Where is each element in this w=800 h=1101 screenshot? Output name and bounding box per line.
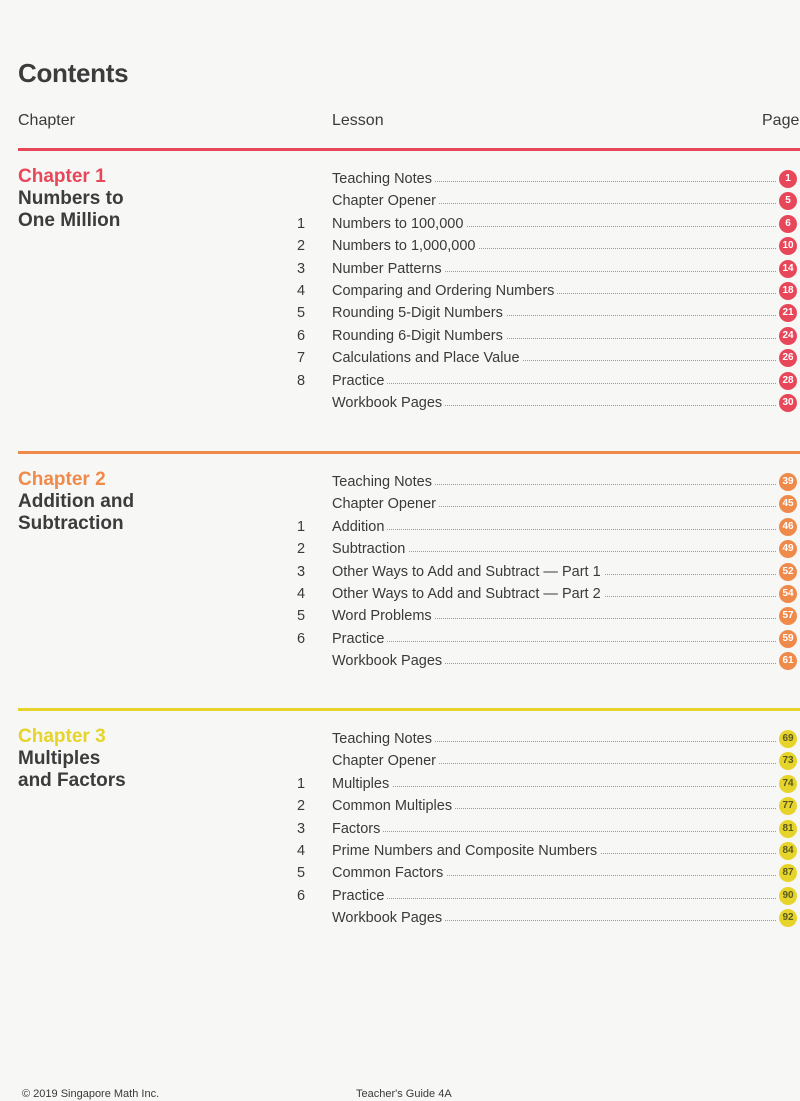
lesson-row[interactable] xyxy=(0,168,800,190)
lesson-number: 5 xyxy=(296,608,306,625)
chapter-number: Chapter 2 xyxy=(18,469,106,490)
lesson-name: Other Ways to Add and Subtract — Part 1 xyxy=(332,561,604,583)
lesson-name: Chapter Opener xyxy=(332,750,439,772)
page-number-badge: 46 xyxy=(779,518,797,536)
lesson-row[interactable] xyxy=(0,538,800,560)
lesson-row[interactable] xyxy=(0,258,800,280)
lesson-number: 4 xyxy=(296,843,306,859)
lesson-row[interactable] xyxy=(0,516,800,538)
page-number-badge: 77 xyxy=(779,797,797,815)
page-number-badge: 45 xyxy=(779,495,797,513)
lesson-number: 1 xyxy=(296,215,306,232)
lesson-name: Rounding 6-Digit Numbers xyxy=(332,325,506,347)
chapter-title-line: Subtraction xyxy=(18,513,124,534)
lesson-row[interactable] xyxy=(0,605,800,627)
lesson-row[interactable] xyxy=(0,235,800,257)
lesson-name: Workbook Pages xyxy=(332,392,445,414)
column-header-chapter: Chapter xyxy=(18,112,75,129)
lesson-row[interactable] xyxy=(0,818,800,840)
lesson-row[interactable] xyxy=(0,471,800,493)
lesson-name: Number Patterns xyxy=(332,258,445,280)
lesson-name: Teaching Notes xyxy=(332,168,435,190)
dot-leader xyxy=(332,898,776,899)
lesson-number: 5 xyxy=(296,865,306,882)
lesson-row[interactable] xyxy=(0,561,800,583)
lesson-number: 6 xyxy=(296,887,306,904)
lesson-number: 5 xyxy=(296,305,306,322)
page-number-badge: 18 xyxy=(779,282,797,300)
page-number-badge: 26 xyxy=(779,349,797,367)
page-number-badge: 5 xyxy=(779,192,797,210)
lesson-row[interactable] xyxy=(0,650,800,672)
page-number-badge: 59 xyxy=(779,630,797,648)
page-number-badge: 6 xyxy=(779,215,797,233)
lesson-row[interactable] xyxy=(0,885,800,907)
page-number-badge: 14 xyxy=(779,260,797,278)
lesson-number: 4 xyxy=(296,283,306,299)
dot-leader xyxy=(332,529,776,530)
lesson-number: 4 xyxy=(296,586,306,602)
page-number-badge: 21 xyxy=(779,304,797,322)
lesson-name: Common Factors xyxy=(332,862,446,884)
lesson-name: Numbers to 1,000,000 xyxy=(332,235,478,257)
lesson-row[interactable] xyxy=(0,628,800,650)
lesson-number: 6 xyxy=(296,327,306,344)
lesson-name: Teaching Notes xyxy=(332,728,435,750)
footer-copyright: © 2019 Singapore Math Inc. xyxy=(22,1088,160,1100)
lesson-row[interactable] xyxy=(0,773,800,795)
page-number-badge: 1 xyxy=(779,170,797,188)
page-number-badge: 57 xyxy=(779,607,797,625)
lesson-row[interactable] xyxy=(0,213,800,235)
chapter-title-line: Numbers to xyxy=(18,188,124,209)
lesson-name: Word Problems xyxy=(332,605,435,627)
footer-guide-title: Teacher's Guide 4A xyxy=(356,1088,452,1100)
page-number-badge: 69 xyxy=(779,730,797,748)
lesson-row[interactable] xyxy=(0,370,800,392)
page-number-badge: 61 xyxy=(779,652,797,670)
lesson-number: 2 xyxy=(296,238,306,255)
lesson-name: Factors xyxy=(332,818,383,840)
chapter-title-line: One Million xyxy=(18,210,121,231)
lesson-name: Calculations and Place Value xyxy=(332,347,523,369)
lesson-name: Common Multiples xyxy=(332,795,455,817)
lesson-row[interactable] xyxy=(0,392,800,414)
chapter-number: Chapter 3 xyxy=(18,726,106,747)
dot-leader xyxy=(332,831,776,832)
lesson-number: 3 xyxy=(296,820,306,837)
page-number-badge: 54 xyxy=(779,585,797,603)
page-number-badge: 90 xyxy=(779,887,797,905)
lesson-row[interactable] xyxy=(0,840,800,862)
lesson-number: 2 xyxy=(296,541,306,558)
lesson-name: Comparing and Ordering Numbers xyxy=(332,280,557,302)
column-header-lesson: Lesson xyxy=(332,112,384,129)
page-number-badge: 28 xyxy=(779,372,797,390)
lesson-name: Addition xyxy=(332,516,387,538)
lesson-name: Practice xyxy=(332,370,387,392)
page-number-badge: 84 xyxy=(779,842,797,860)
lesson-name: Workbook Pages xyxy=(332,907,445,929)
lesson-name: Chapter Opener xyxy=(332,190,439,212)
lesson-number: 7 xyxy=(296,350,306,367)
lesson-number: 1 xyxy=(296,775,306,792)
lesson-row[interactable] xyxy=(0,862,800,884)
lesson-number: 2 xyxy=(296,798,306,815)
page-number-badge: 92 xyxy=(779,909,797,927)
lesson-row[interactable] xyxy=(0,795,800,817)
lesson-name: Workbook Pages xyxy=(332,650,445,672)
chapter-title-line: Addition and xyxy=(18,491,135,512)
lesson-name: Chapter Opener xyxy=(332,493,439,515)
chapter-title-line: and Factors xyxy=(18,770,126,791)
lesson-row[interactable] xyxy=(0,325,800,347)
dot-leader xyxy=(332,786,776,787)
lesson-name: Practice xyxy=(332,628,387,650)
lesson-name: Rounding 5-Digit Numbers xyxy=(332,302,506,324)
lesson-name: Other Ways to Add and Subtract — Part 2 xyxy=(332,583,604,605)
page-title: Contents xyxy=(18,58,129,88)
chapter-divider xyxy=(18,708,800,711)
lesson-name: Multiples xyxy=(332,773,392,795)
lesson-row[interactable] xyxy=(0,750,800,772)
page-number-badge: 87 xyxy=(779,864,797,882)
lesson-row[interactable] xyxy=(0,728,800,750)
lesson-name: Numbers to 100,000 xyxy=(332,213,466,235)
dot-leader xyxy=(332,641,776,642)
lesson-number: 3 xyxy=(296,563,306,580)
lesson-row[interactable] xyxy=(0,347,800,369)
page-number-badge: 73 xyxy=(779,752,797,770)
chapter-divider xyxy=(18,451,800,454)
page-number-badge: 24 xyxy=(779,327,797,345)
lesson-number: 6 xyxy=(296,630,306,647)
page-number-badge: 74 xyxy=(779,775,797,793)
page-number-badge: 49 xyxy=(779,540,797,558)
lesson-number: 3 xyxy=(296,260,306,277)
page-number-badge: 30 xyxy=(779,394,797,412)
dot-leader xyxy=(332,383,776,384)
lesson-name: Teaching Notes xyxy=(332,471,435,493)
lesson-row[interactable] xyxy=(0,190,800,212)
chapter-divider xyxy=(18,148,800,151)
page-number-badge: 39 xyxy=(779,473,797,491)
chapter-number: Chapter 1 xyxy=(18,166,106,187)
lesson-number: 1 xyxy=(296,518,306,535)
lesson-row[interactable] xyxy=(0,907,800,929)
lesson-row[interactable] xyxy=(0,280,800,302)
lesson-number: 8 xyxy=(296,372,306,389)
lesson-name: Subtraction xyxy=(332,538,408,560)
page-number-badge: 52 xyxy=(779,563,797,581)
lesson-row[interactable] xyxy=(0,302,800,324)
lesson-row[interactable] xyxy=(0,583,800,605)
page-number-badge: 81 xyxy=(779,820,797,838)
lesson-name: Prime Numbers and Composite Numbers xyxy=(332,840,600,862)
chapter-title-line: Multiples xyxy=(18,748,101,769)
lesson-name: Practice xyxy=(332,885,387,907)
column-header-page: Page xyxy=(762,112,800,129)
page-number-badge: 10 xyxy=(779,237,797,255)
lesson-row[interactable] xyxy=(0,493,800,515)
